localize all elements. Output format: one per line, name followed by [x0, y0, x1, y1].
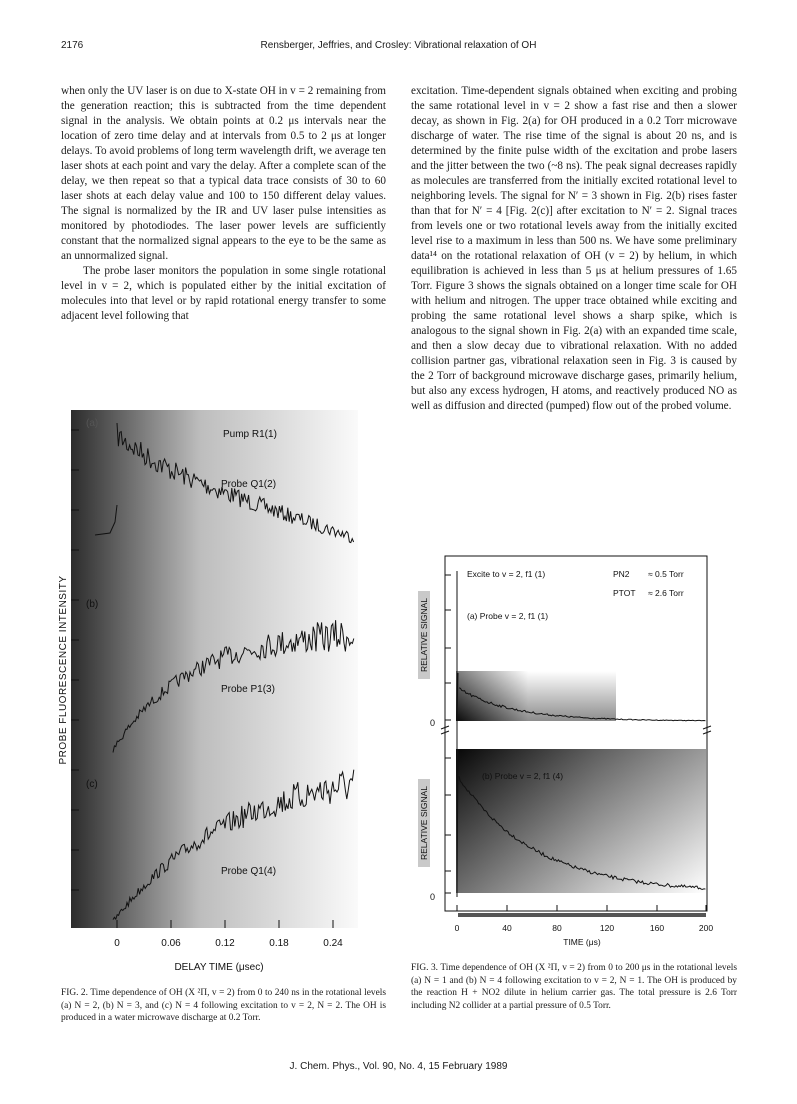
figure-2-x-axis-label: DELAY TIME (μsec): [174, 962, 264, 973]
right-paragraph-1: excitation. Time-dependent signals obtained when exciting and probing the same rotational level in v = 2 show a fast rise and then a slower decay, as shown in Fig. 2(a) for OH produced in a 0.2 Torr microwave discharge of water. The rise time of the signal is about 20 ns, and is determined by the finite pulse width of the excitation and probe lasers and the jitter between the two (~8 ns). The peak signal decreases rapidly as molecules are transferred from the initially excited rotational level to neighboring levels. The signal for N′ = 3 shown in Fig. 2(b) rises faster than that for N′ = 4 [Fig. 2(c)] after excitation to N′ = 2. Signal traces from levels one or two rotational levels away from the initially excited level rise to a maximum in less than 500 ns. We have some preliminary data¹⁴ on the rotational relaxation of OH (v = 2) by helium, in which equilibration is achieved in less than 5 μs at helium pressures of 1.65 Torr. Figure 3 shows the signals obtained on a longer time scale for OH with helium and nitrogen. The upper trace obtained while exciting and probing the same rotational level shows a sharp spike, which is analogous to the signal shown in Fig. 2(a) with an expanded time scale, and then a slow decay due to vibrational relaxation. With no added collision partner gas, vibrational relaxation seen in Fig. 3 is caused by the 2 Torr of background microwave discharge gases, primarily helium, but also any excess hydrogen, H atoms, and reactively produced NO as well as diffusion and directed (pumped) flow out of the probed volume.: [411, 85, 737, 412]
journal-footer: J. Chem. Phys., Vol. 90, No. 4, 15 February 1989: [289, 1061, 508, 1072]
figure-3-time-scale-bar: [458, 913, 706, 917]
left-paragraph-2: The probe laser monitors the population in some single rotational level in v = 2, which is populated either by the initial excitation of molecules into that level or by rapid rotational energy transfer to some adjacent level following that: [61, 265, 386, 322]
figure-3-trace-a-label: (a) Probe v = 2, f1 (1): [467, 611, 549, 621]
figure-2-plot-area: [71, 410, 358, 928]
figure-3-xtick-5: 200: [698, 923, 714, 933]
figure-2-xtick-4: 0.24: [323, 938, 343, 949]
figure-3-title: Excite to v = 2, f1 (1): [467, 569, 546, 579]
figure-2: [55, 410, 400, 980]
figure-2-xtick-3: 0.18: [269, 938, 289, 949]
trace-label-probe-q4: Probe Q1(4): [221, 866, 277, 877]
figure-3-pn2-value: ≈ 0.5 Torr: [648, 569, 684, 579]
trace-label-pump-r1: Pump R1(1): [223, 429, 277, 440]
panel-label-b: (b): [86, 599, 99, 610]
figure-3-zero-label-a: 0: [430, 718, 436, 728]
trace-label-probe-q2: Probe Q1(2): [221, 479, 277, 490]
figure-3-trace-b-label: (b) Probe v = 2, f1 (4): [482, 771, 564, 781]
figure-2-xtick-1: 0.06: [161, 938, 181, 949]
left-paragraph-1: when only the UV laser is on due to X-state OH in v = 2 remaining from the generation reaction; this is subtracted from the time dependent signal in the analysis. We obtain points at 0.2 μs intervals near the location of zero time delay and at intervals from 0.5 to 2 μs at longer delays. To avoid problems of long term wavelength drift, we average ten laser shots at each point and vary the delay. After a complete scan of the delay, we then repeat so that a typical data trace consists of 30 to 60 laser shots at each delay value and 100 to 150 different delay values. The signal is normalized by the IR and UV laser pulse intensities as monitored by photodiodes. The laser power levels are sufficiently constant that the normalized signal appears to the eye to be the same as an unnormalized signal.: [61, 85, 386, 262]
figure-3-caption: FIG. 3. Time dependence of OH (X ²Π, v = 2) from 0 to 200 μs in the rotational levels (a) N = 1 and (b) N = 4 following excitation to v = 2, N = 1. The OH is produced by the reaction H + NO2 dilute in helium carrier gas. The total pressure is 2.6 Torr including N2 collider at a partial pressure of 0.5 Torr.: [411, 963, 737, 1011]
figure-3-zero-label-b: 0: [430, 892, 436, 902]
figure-3-ptot-label: PTOT: [613, 588, 636, 598]
page-number: 2176: [61, 40, 84, 51]
figure-3-y-axis-label-a: RELATIVE SIGNAL: [419, 597, 429, 673]
figure-2-caption: FIG. 2. Time dependence of OH (X ²Π, v = 2) from 0 to 240 ns in the rotational levels (a) N = 2, (b) N = 3, and (c) N = 4 following excitation to v = 2, N = 2. The OH is produced in a water microwave discharge at 0.2 Torr.: [61, 988, 386, 1023]
figure-3-x-axis-label: TIME (μs): [563, 937, 601, 947]
panel-label-a: (a): [86, 418, 99, 429]
figure-3: [410, 553, 740, 953]
figure-3-xtick-0: 0: [454, 923, 460, 933]
panel-label-c: (c): [86, 779, 98, 790]
right-text-column: [411, 84, 737, 414]
left-text-column: [61, 84, 386, 324]
running-title: Rensberger, Jeffries, and Crosley: Vibrational relaxation of OH: [260, 40, 537, 51]
figure-3-xtick-4: 160: [649, 923, 665, 933]
figure-3-pn2-label: PN2: [613, 569, 630, 579]
figure-3-xtick-1: 40: [502, 923, 512, 933]
figure-2-xtick-0: 0: [114, 938, 120, 949]
figure-3-xtick-2: 80: [552, 923, 562, 933]
figure-2-xtick-2: 0.12: [215, 938, 235, 949]
trace-label-probe-p3: Probe P1(3): [221, 684, 275, 695]
figure-2-y-axis-label: PROBE FLUORESCENCE INTENSITY: [58, 575, 69, 765]
figure-3-xtick-3: 120: [599, 923, 615, 933]
figure-3-ptot-value: ≈ 2.6 Torr: [648, 588, 684, 598]
figure-3-y-axis-label-b: RELATIVE SIGNAL: [419, 785, 429, 861]
